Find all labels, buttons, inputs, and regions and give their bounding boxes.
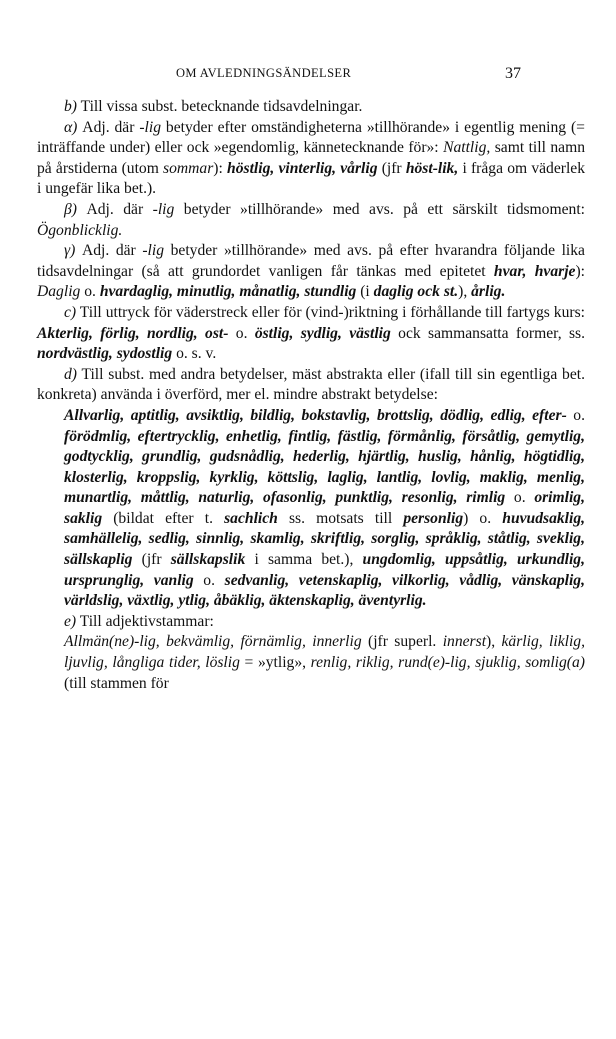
text-run: = »ytlig», bbox=[239, 654, 311, 672]
example-word: personlig bbox=[403, 509, 464, 527]
example-word: hvar, hvarje bbox=[493, 262, 576, 280]
text-run: ): bbox=[213, 159, 228, 177]
section-text: Till vissa subst. betecknande tidsavdelningar. bbox=[77, 98, 363, 115]
example-word: Daglig bbox=[37, 283, 81, 301]
page-header bbox=[0, 66, 616, 88]
example-word: sachlich bbox=[224, 509, 278, 527]
text-run: ock sammansatta former, ss. bbox=[390, 324, 585, 342]
text-run: Adj. där bbox=[76, 200, 153, 218]
example-word: sedvanlig, vetenskaplig, vilkorlig, vådlig, vänskaplig, världslig, växtlig, ytlig, åbäklig, äktenskaplig, äventyrlig. bbox=[64, 571, 585, 610]
example-word: orimlig, saklig bbox=[64, 489, 585, 527]
text-run: i samma bet.), bbox=[245, 551, 363, 569]
paragraph-beta bbox=[37, 200, 585, 241]
text-run: betyder efter omständigheterna »tillhörande» i egentlig mening (= inträffande under) eller ock »egendomlig, kännetecknande för»: bbox=[37, 118, 585, 157]
text-run: (i bbox=[356, 283, 374, 301]
text-run: Till uttryck för väderstreck eller för (vind-)riktning i förhållande till fartygs kurs: bbox=[76, 303, 585, 321]
section-marker: b) bbox=[64, 98, 77, 115]
text-run: ), bbox=[458, 283, 472, 301]
example-word: sällskapslik bbox=[170, 551, 246, 569]
text-run: Adj. där bbox=[77, 118, 140, 136]
example-word: ungdomlig, uppsåtlig, urkundlig, ursprunglig, vanlig bbox=[64, 551, 585, 589]
example-word: renlig, riklig, rund(e)-lig, sjuklig, somlig(a) bbox=[310, 654, 585, 672]
text-run: ) o. bbox=[463, 509, 503, 527]
text-run: i fråga om väderlek i ungefär lika bet.). bbox=[37, 159, 586, 198]
example-word: östlig, sydlig, västlig bbox=[254, 324, 391, 342]
example-word: huvudsaklig, samhällelig, sedlig, sinnlig, skamlig, skriftlig, sorglig, språklig, ståtlig, sveklig, sällskaplig bbox=[64, 509, 586, 569]
section-marker: d) bbox=[64, 365, 77, 383]
word-list-d bbox=[37, 406, 585, 612]
paragraph-e bbox=[37, 612, 585, 633]
text-run: (bildat efter t. bbox=[102, 509, 225, 527]
paragraph-d bbox=[37, 365, 585, 406]
example-word: daglig ock st. bbox=[373, 283, 459, 301]
section-marker: c) bbox=[64, 303, 77, 321]
paragraph-gamma bbox=[37, 241, 585, 303]
example-word: Akterlig, förlig, nordlig, ost- bbox=[37, 324, 229, 342]
section-marker: γ) bbox=[64, 242, 76, 260]
example-word: Allmän(ne)-lig, bekvämlig, förnämlig, innerlig bbox=[64, 633, 362, 651]
section-text: Till subst. med andra betydelser, mäst abstrakta eller (ifall till sin egentliga bet. konkreta) använda i överförd, mer el. mindre abstrakt betydelse: bbox=[37, 365, 585, 404]
section-b-heading bbox=[37, 97, 585, 118]
paragraph-alpha bbox=[37, 118, 585, 200]
section-marker: α) bbox=[64, 118, 78, 136]
paragraph-c bbox=[37, 303, 585, 365]
suffix: -lig bbox=[152, 200, 175, 218]
example-word: förödmlig, eftertrycklig, enhetlig, fintlig, fästlig, förmånlig, försåtlig, gemytlig, godtycklig, grundlig, gudsnådlig, hederlig, hjärtlig, huslig, hånlig, högtidlig, klosterlig, kroppslig, kyrklig, köttslig, laglig, lantlig, lovlig, maklig, menlig, munartlig, måttlig, naturlig, ofasonlig, punktlig, resonlig, rimlig bbox=[64, 427, 585, 507]
example-word: Ögonblicklig. bbox=[37, 221, 123, 239]
word-list-e bbox=[37, 632, 585, 694]
text-run: (jfr bbox=[132, 551, 171, 569]
section-text: Till adjektivstammar: bbox=[76, 612, 214, 630]
page-body bbox=[37, 97, 585, 694]
example-word: hvardaglig, minutlig, månatlig, stundlig bbox=[99, 283, 357, 301]
text-run: betyder »tillhörande» med avs. på efter hvarandra följande lika tidsavdelningar (så att grundordet vanligen får tänkas med epitetet bbox=[37, 242, 585, 280]
example-word: Allvarlig, aptitlig, avsiktlig, bildlig, bokstavlig, brottslig, dödlig, edlig, efter- bbox=[64, 406, 567, 424]
text-run: ), bbox=[486, 633, 502, 651]
text-run: o. bbox=[193, 571, 225, 589]
suffix: -lig bbox=[139, 118, 161, 136]
example-word: årlig. bbox=[471, 283, 506, 301]
text-run: samt till namn på årstiderna (utom bbox=[37, 139, 585, 177]
text-run: o. s. v. bbox=[172, 345, 217, 363]
running-title: OM AVLEDNINGSÄNDELSER bbox=[176, 66, 352, 80]
example-word: höstlig, vinterlig, vårlig bbox=[227, 159, 378, 177]
text-run: o. bbox=[505, 489, 535, 507]
section-marker: e) bbox=[64, 612, 77, 630]
page-number: 37 bbox=[505, 65, 521, 82]
example-word: höst-lik, bbox=[405, 159, 459, 177]
text-run: ): bbox=[575, 262, 585, 280]
example-word: innerst bbox=[442, 633, 487, 651]
text-run: o. bbox=[80, 283, 100, 301]
text-run: (till stammen för bbox=[64, 674, 169, 692]
text-run: (jfr superl. bbox=[361, 633, 443, 651]
example-word: nordvästlig, sydostlig bbox=[37, 345, 173, 363]
suffix: -lig bbox=[142, 242, 165, 260]
text-run: betyder »tillhörande» med avs. på ett särskilt tidsmoment: bbox=[174, 200, 585, 218]
text-run: Adj. där bbox=[75, 242, 143, 260]
example-word: Nattlig, bbox=[443, 139, 491, 157]
text-run: o. bbox=[566, 406, 585, 424]
text-run: ss. motsats till bbox=[277, 509, 404, 527]
section-marker: β) bbox=[64, 200, 77, 218]
example-word: sommar bbox=[163, 159, 214, 177]
example-word: kärlig, liklig, ljuvlig, långliga tider, löslig bbox=[64, 633, 585, 672]
text-run: o. bbox=[228, 324, 255, 342]
text-run: (jfr bbox=[377, 159, 406, 177]
